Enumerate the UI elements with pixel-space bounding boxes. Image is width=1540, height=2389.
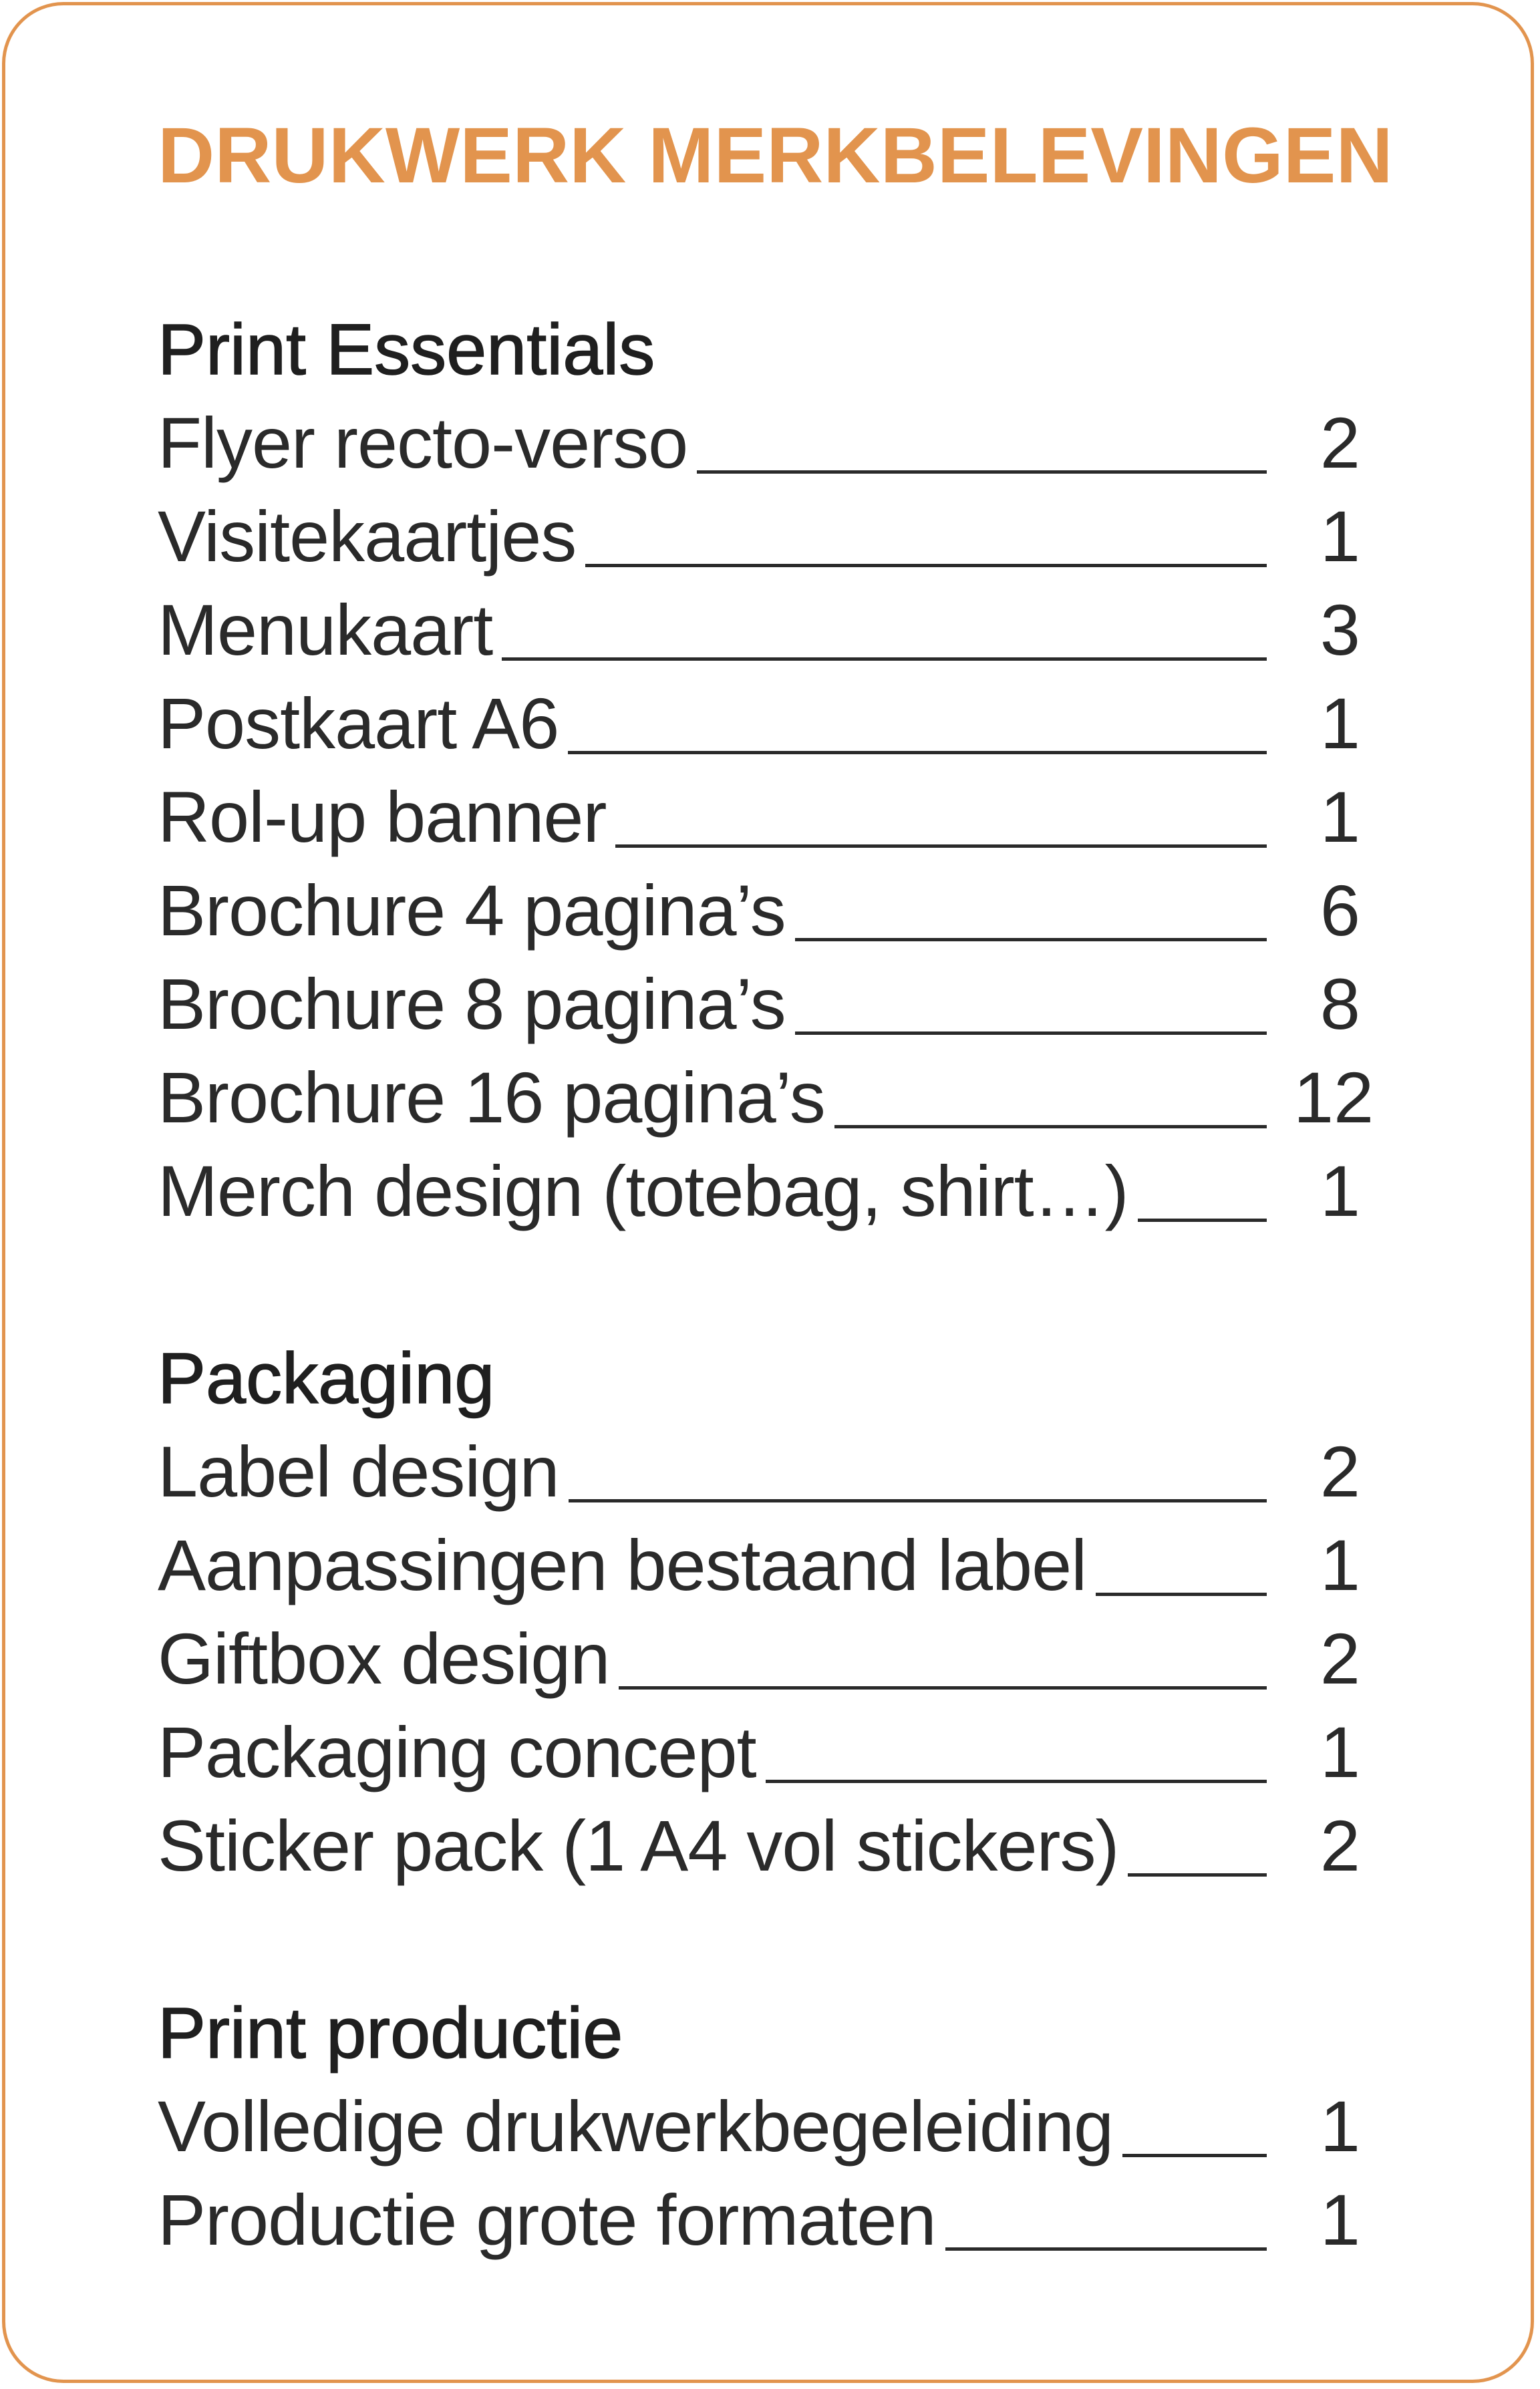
item-count: 2 xyxy=(1320,1431,1360,1512)
leader-line xyxy=(795,1031,1267,1035)
list-item xyxy=(158,2080,1360,2173)
list-item xyxy=(158,2173,1360,2267)
leader-line xyxy=(1128,1873,1267,1877)
list-item xyxy=(158,1799,1360,1893)
item-label: Label design xyxy=(158,1431,559,1512)
item-label: Postkaart A6 xyxy=(158,683,559,764)
item-label: Rol-up banner xyxy=(158,776,607,857)
leader-line xyxy=(697,470,1267,474)
item-count: 1 xyxy=(1320,496,1360,577)
list-item xyxy=(158,1612,1360,1706)
item-label: Giftbox design xyxy=(158,1618,610,1699)
list-item xyxy=(158,1144,1360,1238)
leader-line xyxy=(569,1499,1267,1502)
item-label: Brochure 4 pagina’s xyxy=(158,870,786,951)
list-item xyxy=(158,1706,1360,1799)
section-heading: Packaging xyxy=(158,1337,495,1418)
item-count: 1 xyxy=(1320,776,1360,857)
item-count: 1 xyxy=(1320,1150,1360,1231)
section-print-essentials xyxy=(158,303,1374,1238)
item-label: Packaging concept xyxy=(158,1712,756,1792)
list-item xyxy=(158,1425,1360,1519)
leader-line xyxy=(795,938,1267,941)
item-count: 3 xyxy=(1320,589,1360,670)
leader-line xyxy=(585,564,1267,567)
leader-line xyxy=(619,1686,1267,1690)
item-label: Merch design (totebag, shirt…) xyxy=(158,1150,1128,1231)
section-heading: Print Essentials xyxy=(158,309,655,389)
section-heading: Print productie xyxy=(158,1992,623,2073)
item-label: Brochure 8 pagina’s xyxy=(158,963,786,1044)
list-item xyxy=(158,396,1360,490)
leader-line xyxy=(1096,1593,1267,1596)
section-packaging xyxy=(158,1331,1360,1893)
leader-line xyxy=(766,1780,1267,1783)
item-count: 2 xyxy=(1320,1618,1360,1699)
item-count: 1 xyxy=(1320,1712,1360,1792)
item-label: Visitekaartjes xyxy=(158,496,577,577)
item-count: 1 xyxy=(1320,683,1360,764)
price-card xyxy=(2,2,1534,2383)
list-item xyxy=(158,490,1360,583)
list-item xyxy=(158,957,1360,1051)
item-label: Flyer recto-verso xyxy=(158,402,688,483)
leader-line xyxy=(1138,1219,1267,1222)
leader-line xyxy=(568,751,1267,754)
item-count: 6 xyxy=(1320,870,1360,951)
card-title: DRUKWERK MERKBELEVINGEN xyxy=(158,112,1393,200)
item-label: Brochure 16 pagina’s xyxy=(158,1057,825,1138)
item-count: 1 xyxy=(1320,2179,1360,2260)
item-label: Volledige drukwerkbegeleiding xyxy=(158,2086,1114,2167)
leader-line xyxy=(1122,2154,1267,2157)
list-item xyxy=(158,677,1360,770)
item-label: Sticker pack (1 A4 vol stickers) xyxy=(158,1805,1119,1886)
leader-line xyxy=(502,657,1267,661)
leader-line xyxy=(834,1125,1267,1128)
item-label: Productie grote formaten xyxy=(158,2179,936,2260)
section-print-productie xyxy=(158,1986,1360,2267)
list-item xyxy=(158,864,1360,957)
leader-line xyxy=(945,2247,1267,2251)
item-count: 2 xyxy=(1320,1805,1360,1886)
item-count: 1 xyxy=(1320,1525,1360,1605)
list-item xyxy=(158,583,1360,677)
leader-line xyxy=(615,844,1267,848)
list-item xyxy=(158,1051,1374,1144)
list-item xyxy=(158,770,1360,864)
item-count: 12 xyxy=(1293,1057,1374,1138)
item-label: Menukaart xyxy=(158,589,493,670)
item-count: 1 xyxy=(1320,2086,1360,2167)
item-count: 8 xyxy=(1320,963,1360,1044)
item-label: Aanpassingen bestaand label xyxy=(158,1525,1087,1605)
list-item xyxy=(158,1519,1360,1612)
item-count: 2 xyxy=(1320,402,1360,483)
